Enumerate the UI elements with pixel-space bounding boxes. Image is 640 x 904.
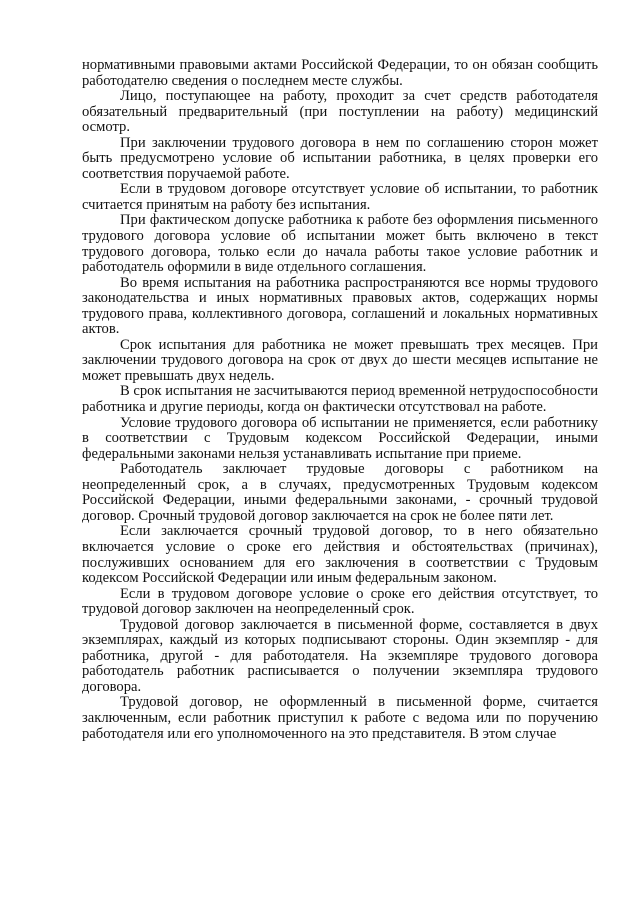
paragraph-3: При заключении трудового договора в нем по соглашению сторон может быть предусмотрено условие об испытании работника, в целях проверки его соответствия поручаемой работе. (82, 134, 598, 182)
paragraph-5: При фактическом допуске работника к работе без оформления письменного трудового договора условие об испытании может быть включено в текст трудового договора, только если до начала работы такое условие работник и работодатель оформили в виде отдельного соглашения. (82, 212, 598, 276)
paragraph-10: Работодатель заключает трудовые договоры с работником на неопределенный срок, а в случаях, предусмотренных Трудовым кодексом Российской Федерации, иными федеральными законами, - срочный трудовой договор. Срочный трудовой договор заключается на срок не более пяти лет. (82, 461, 598, 524)
paragraph-7: Срок испытания для работника не может превышать трех месяцев. При заключении трудового договора на срок от двух до шести месяцев испытание не может превышать двух недель. (82, 336, 598, 384)
paragraph-11: Если заключается срочный трудовой договор, то в него обязательно включается условие о сроке его действия и обстоятельствах (причинах), послуживших основанием для его заключения в соответствии с Трудовым кодексом Российской Федерации или иным федеральным законом. (82, 523, 598, 587)
paragraph-8: В срок испытания не засчитываются период временной нетрудоспособности работника и другие периоды, когда он фактически отсутствовал на работе. (82, 383, 598, 416)
paragraph-12: Если в трудовом договоре условие о сроке его действия отсутствует, то трудовой договор заключен на неопределенный срок. (82, 585, 598, 618)
paragraph-1: нормативными правовыми актами Российской Федерации, то он обязан сообщить работодателю сведения о последнем месте службы. (82, 57, 598, 89)
paragraph-6: Во время испытания на работника распространяются все нормы трудового законодательства и иных нормативных правовых актов, содержащих нормы трудового права, коллективного договора, соглашений и локальных нормативных актов. (82, 274, 598, 338)
paragraph-13: Трудовой договор заключается в письменной форме, составляется в двух экземплярах, каждый из которых подписывают стороны. Один экземпляр - для работника, другой - для работодателя. На экземпляре трудового договора работодатель работник расписывается о получении экземпляра трудового договора. (82, 616, 598, 695)
paragraph-9: Условие трудового договора об испытании не применяется, если работнику в соответствии с Трудовым кодексом Российской Федерации, иными федеральными законами нельзя устанавливать испытание при приеме. (82, 414, 598, 462)
paragraph-14: Трудовой договор, не оформленный в письменной форме, считается заключенным, если работник приступил к работе с ведома или по поручению работодателя или его уполномоченного на это представителя. В этом случае (82, 694, 598, 742)
paragraph-2: Лицо, поступающее на работу, проходит за счет средств работодателя обязательный предварительный (при поступлении на работу) медицинский осмотр. (82, 88, 598, 136)
paragraph-4: Если в трудовом договоре отсутствует условие об испытании, то работник считается принятым на работу без испытания. (82, 181, 598, 213)
